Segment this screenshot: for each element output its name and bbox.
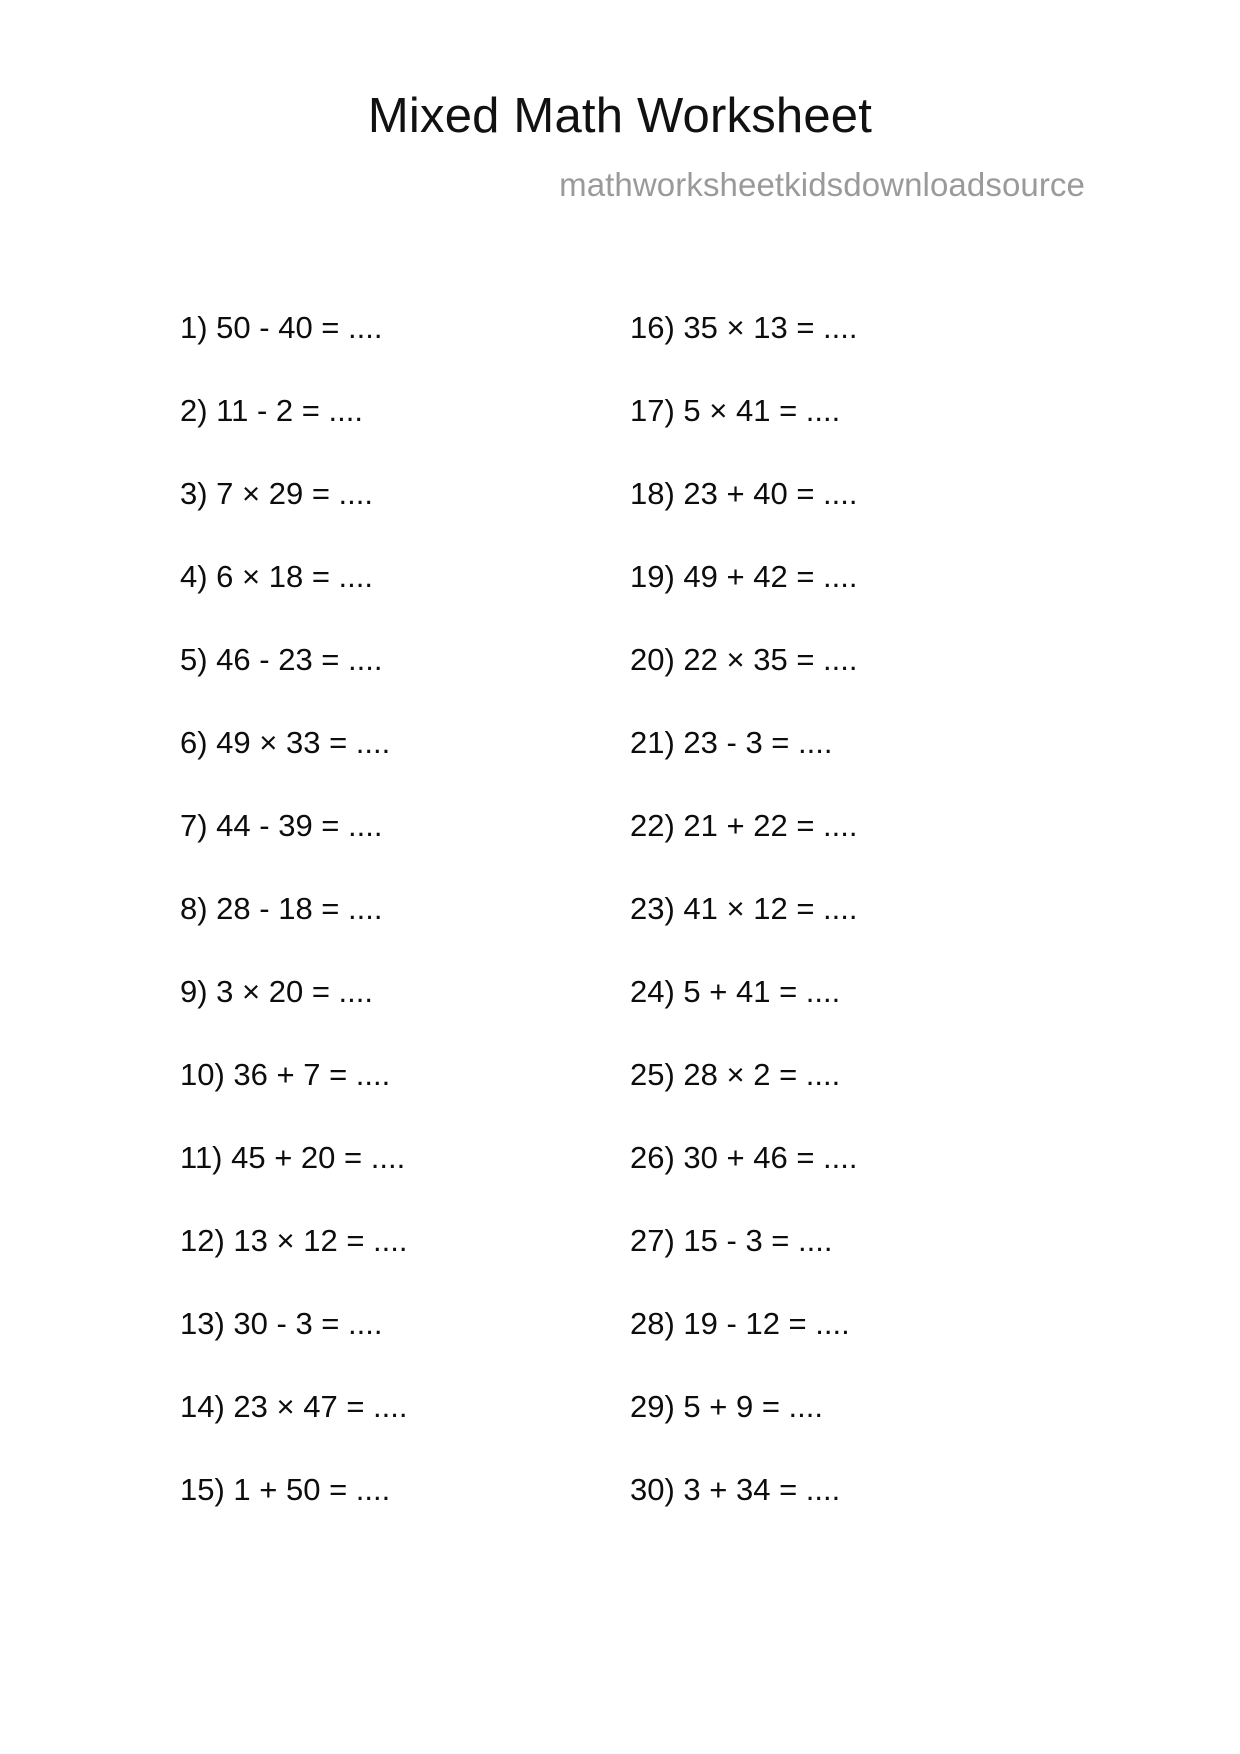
- problem-item: 24) 5 + 41 = ....: [630, 974, 841, 1009]
- problems-container: [0, 286, 1240, 1531]
- problem-item: 8) 28 - 18 = ....: [180, 891, 383, 926]
- problem-item: 20) 22 × 35 = ....: [630, 642, 858, 677]
- problem-item: 3) 7 × 29 = ....: [180, 476, 374, 511]
- problem-item: 7) 44 - 39 = ....: [180, 808, 383, 843]
- problem-item: 23) 41 × 12 = ....: [630, 891, 858, 926]
- problem-item: 16) 35 × 13 = ....: [630, 310, 858, 345]
- problem-item: 15) 1 + 50 = ....: [180, 1472, 391, 1507]
- problem-item: 11) 45 + 20 = ....: [180, 1140, 406, 1175]
- problem-item: 28) 19 - 12 = ....: [630, 1306, 850, 1341]
- problem-item: 12) 13 × 12 = ....: [180, 1223, 408, 1258]
- problem-item: 6) 49 × 33 = ....: [180, 725, 391, 760]
- problems-column-left: [180, 286, 630, 1531]
- problem-item: 26) 30 + 46 = ....: [630, 1140, 858, 1175]
- problem-item: 5) 46 - 23 = ....: [180, 642, 383, 677]
- problem-item: 10) 36 + 7 = ....: [180, 1057, 391, 1092]
- problem-item: 4) 6 × 18 = ....: [180, 559, 374, 594]
- problem-item: 27) 15 - 3 = ....: [630, 1223, 833, 1258]
- problem-item: 30) 3 + 34 = ....: [630, 1472, 841, 1507]
- page-title: Mixed Math Worksheet: [367, 89, 873, 143]
- problem-item: 13) 30 - 3 = ....: [180, 1306, 383, 1341]
- problems-column-right: [630, 286, 1090, 1531]
- problem-item: 17) 5 × 41 = ....: [630, 393, 841, 428]
- problem-item: 18) 23 + 40 = ....: [630, 476, 858, 511]
- problem-item: 29) 5 + 9 = ....: [630, 1389, 824, 1424]
- page-subtitle: mathworksheetkidsdownloadsource: [559, 166, 1085, 203]
- problem-item: 25) 28 × 2 = ....: [630, 1057, 841, 1092]
- problem-item: 21) 23 - 3 = ....: [630, 725, 833, 760]
- problem-item: 1) 50 - 40 = ....: [180, 310, 383, 345]
- problem-item: 14) 23 × 47 = ....: [180, 1389, 408, 1424]
- problem-item: 9) 3 × 20 = ....: [180, 974, 374, 1009]
- problem-item: 22) 21 + 22 = ....: [630, 808, 858, 843]
- problem-item: 2) 11 - 2 = ....: [180, 393, 363, 428]
- problem-item: 19) 49 + 42 = ....: [630, 559, 858, 594]
